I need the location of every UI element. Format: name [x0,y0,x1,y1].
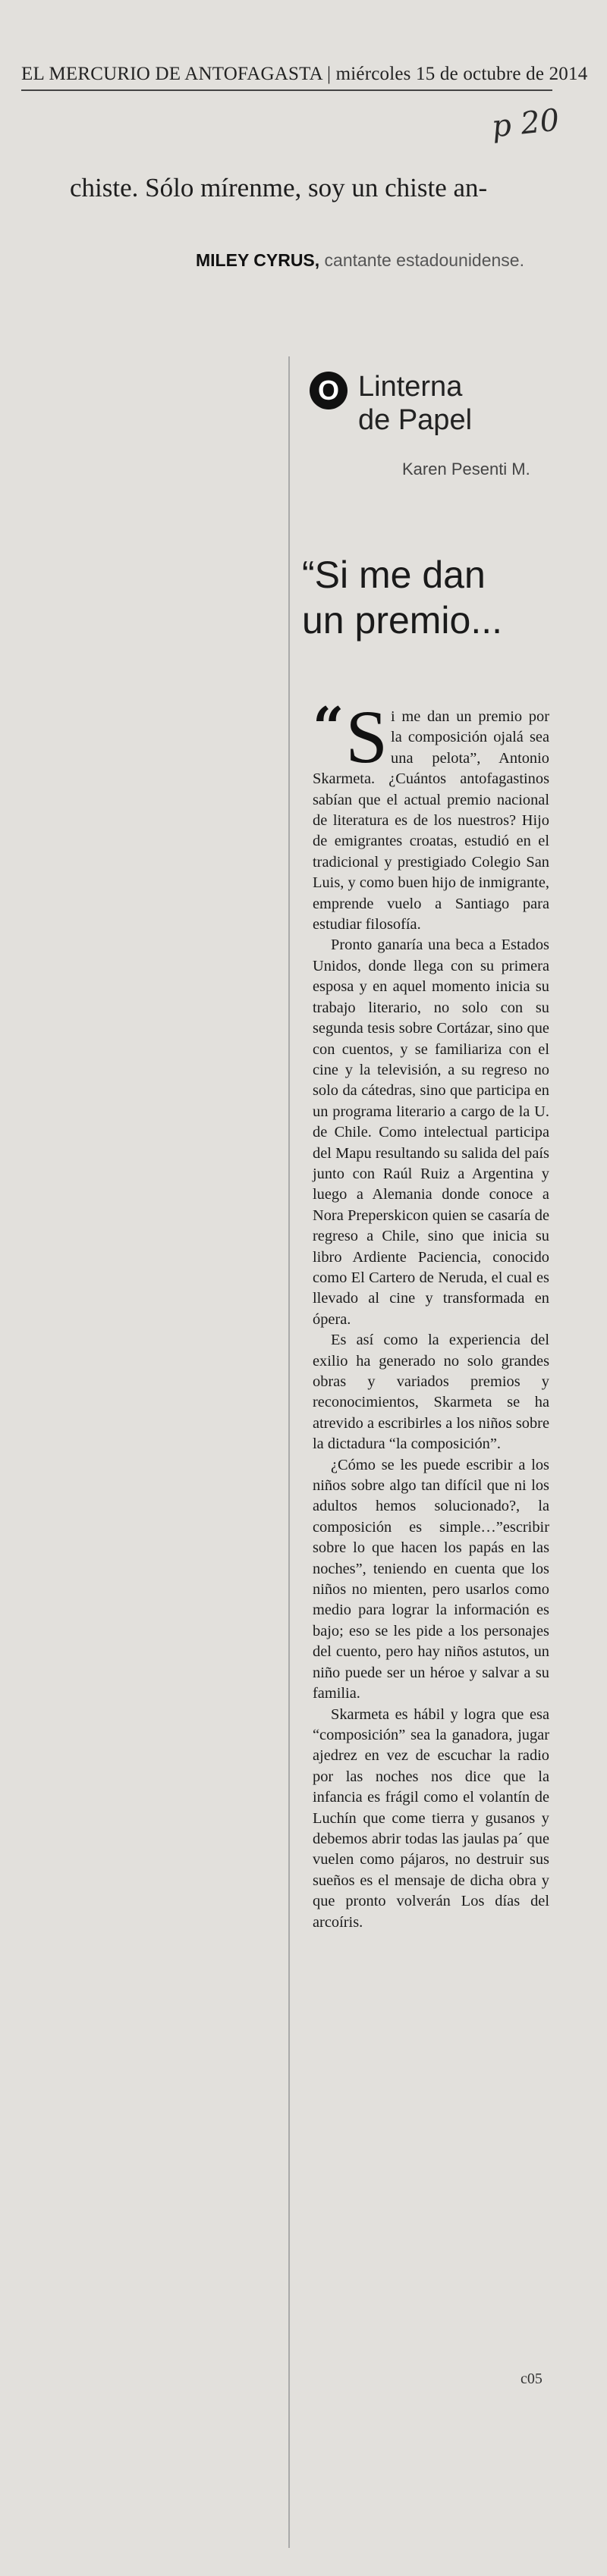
drop-cap: S [345,695,388,779]
article-paragraph-5: Skarmeta es hábil y logra que esa “composición” sea la ganadora, jugar ajedrez en vez de escuchar la radio por las noches nos dice que la infancia es frágil como el volantín de Luchín que come tierra y gusanos y debemos abrir todas las jaulas pa´ que vuelen como pájaros, no destruir sus sueños es el mensaje de dicha obra y que pronto volverán Los días del arcoíris. [313,1705,549,1931]
article-paragraph-4: ¿Cómo se les puede escribir a los niños sobre algo tan difícil que ni los adultos hemos solucionado?, la composición es simple…”escribir sobre lo que hacen los papás en las noches”, teniendo en cuenta que los niños no mienten, pero usarlos como medio para lograr la información es bajo; eso se les pide a los personajes del cuento, pero hay niños astutos, un niño puede ser un héroe y salvar a su familia. [313,1456,549,1702]
opening-quote-mark: “ [313,695,344,759]
article-body [313,695,549,1933]
attribution-name: MILEY CYRUS, [196,250,320,270]
opinion-logo-icon: O [310,372,348,409]
section-title-line1: Linterna [358,371,463,403]
headline-line2: un premio... [302,599,503,642]
article-paragraph-2: Pronto ganaría una beca a Estados Unidos, donde llega con su primera esposa y en aquel momento inicia su trabajo literario, no solo con su segunda tesis sobre Cortázar, sino que con cuentos, y se familiariza con el cine y la televisión, a su regreso no solo da cátedras, sino que participa en un programa literario a cargo de la U. de Chile. Como intelectual participa del Mapu resultando su salida del país junto con Raúl Ruiz a Argentina y luego a Alemania donde conoce a Nora Preperskicon quien se casaría de regreso a Chile, sino que inicia su libro Ardiente Paciencia, conocido como El Cartero de Neruda, el cual es llevado al cine y transformada en ópera. [313,937,549,1328]
article-headline [302,552,502,643]
section-title [358,370,472,437]
masthead-rule [21,89,552,91]
end-mark: c05 [521,2370,543,2387]
article-paragraph-3: Es así como la experiencia del exilio ha generado no solo grandes obras y variados premios y reconocimientos, Skarmeta se ha atrevido a escribirles a los niños sobre la dictadura “la composición”. [313,1332,549,1453]
column-divider [288,356,290,2548]
quote-attribution [196,250,524,271]
headline-line1: “Si me dan [302,554,486,596]
section-title-line2: de Papel [358,404,473,436]
attribution-role: cantante estadounidense. [319,250,524,270]
top-quote-text: chiste. Sólo mírenme, soy un chiste an- [70,173,488,202]
handwritten-page-note: p 20 [489,102,561,145]
article-author: Karen Pesenti M. [402,460,530,478]
article-paragraph-1 [313,695,549,935]
masthead: EL MERCURIO DE ANTOFAGASTA | miércoles 15 de octubre de 2014 [21,64,588,84]
paragraph-1-text: i me dan un premio por la composición ojalá sea una pelota”, Antonio Skarmeta. ¿Cuántos antofagastinos sabían que el actual premio nacional de literatura es de los nuestros? Hijo de emigrantes croatas, estudió en el tradicional y prestigiado Colegio San Luis, y como buen hijo de inmigrante, emprende vuelo a Santiago para estudiar filosofía. [313,708,549,933]
